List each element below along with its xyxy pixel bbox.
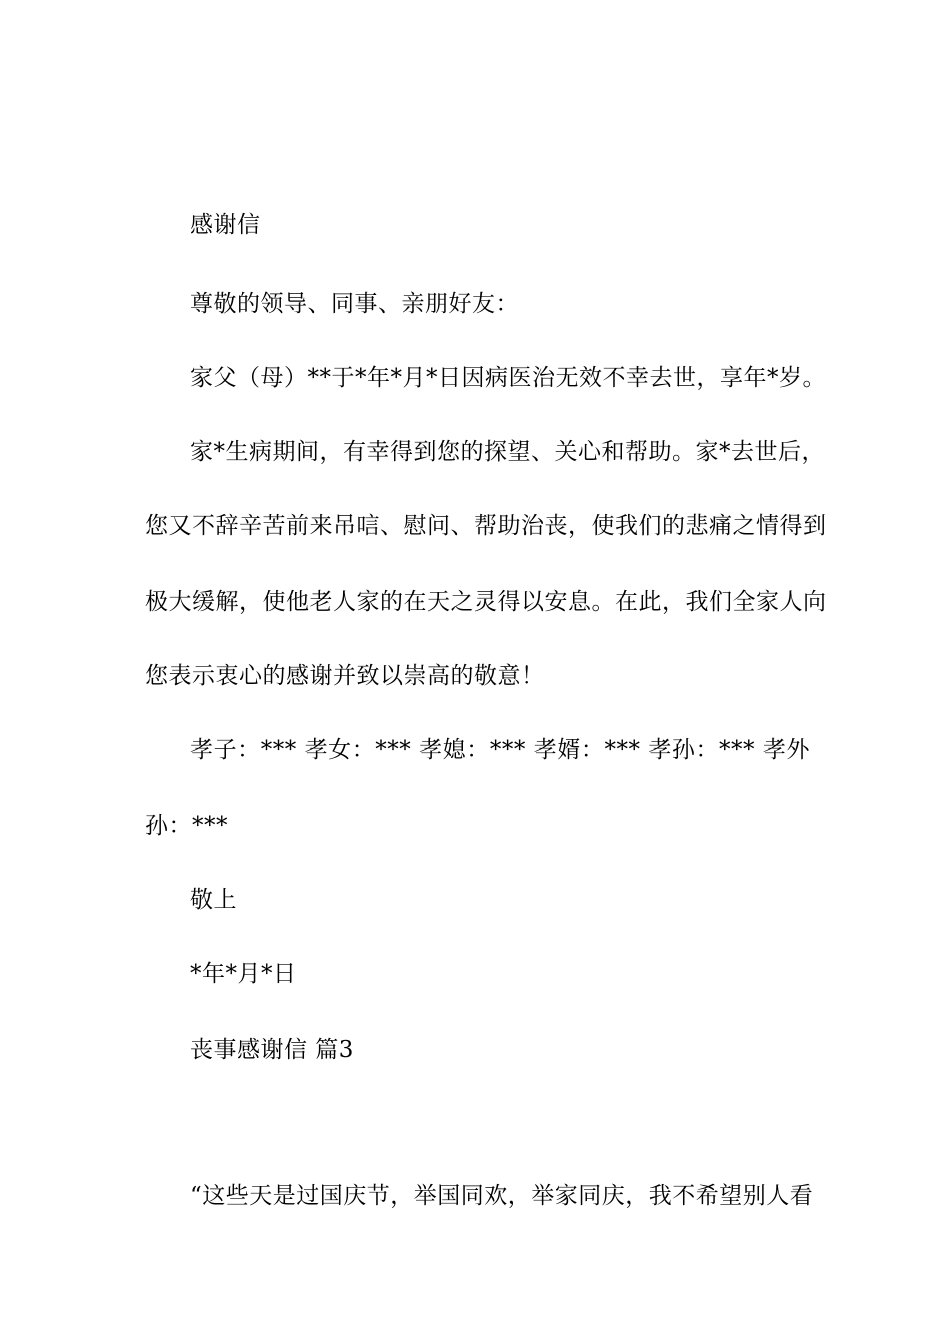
paragraph-2-line-3: 极大缓解，使他老人家的在天之灵得以安息。在此，我们全家人向 — [145, 589, 827, 615]
paragraph-2-line-4: 您表示衷心的感谢并致以崇高的敬意！ — [145, 663, 545, 689]
letter-title: 感谢信 — [190, 212, 261, 238]
paragraph-2-line-1: 家*生病期间，有幸得到您的探望、关心和帮助。家*去世后， — [190, 439, 825, 465]
signers-line-2: 孙：*** — [145, 813, 228, 839]
date: *年*月*日 — [190, 961, 297, 987]
signers-line-1: 孝子：*** 孝女：*** 孝媳：*** 孝婿：*** 孝孙：*** 孝外 — [190, 737, 810, 763]
next-paragraph-line-1: “这些天是过国庆节，举国同欢，举家同庆，我不希望别人看 — [190, 1183, 814, 1209]
paragraph-2-line-2: 您又不辞辛苦前来吊唁、慰问、帮助治丧，使我们的悲痛之情得到 — [145, 513, 827, 539]
closing: 敬上 — [190, 887, 237, 913]
salutation: 尊敬的领导、同事、亲朋好友： — [190, 291, 519, 317]
paragraph-1: 家父（母）**于*年*月*日因病医治无效不幸去世，享年*岁。 — [190, 365, 826, 391]
next-section-heading: 丧事感谢信 篇3 — [190, 1037, 354, 1063]
